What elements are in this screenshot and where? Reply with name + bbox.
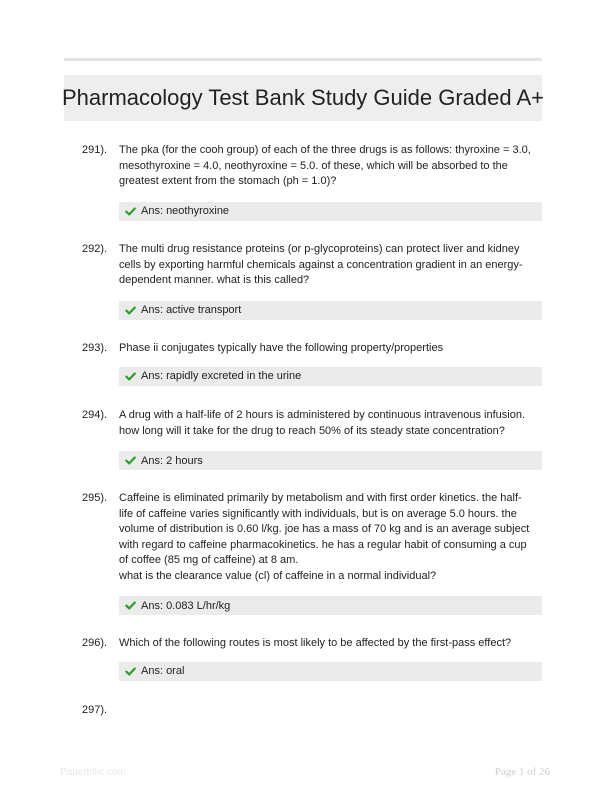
check-icon (125, 666, 136, 677)
question-row (82, 341, 542, 357)
question-number: 295). (82, 492, 108, 504)
answer-box (119, 662, 542, 681)
question-text: Which of the following routes is most likely to be affected by the first-pass effect? (119, 637, 512, 649)
answer-text: Ans: active transport (141, 304, 242, 316)
question-number: 296). (82, 637, 108, 649)
question-item (82, 491, 542, 615)
question-item (82, 143, 542, 221)
answer-text: Ans: 2 hours (141, 454, 203, 467)
question-text: The pka (for the cooh group) of each of the three drugs is as follows: thyroxine = 3.0, mesothyroxine = 4.0, neothyroxine = 5.0. of these, which will be absorbed to the greatest extent from the stomach (ph = 1.0)? (119, 144, 531, 187)
answer-text: Ans: oral (141, 665, 185, 677)
answer-text: Ans: neothyroxine (141, 205, 230, 217)
question-number: 294). (82, 409, 108, 421)
check-icon (125, 600, 136, 611)
question-number: 291). (82, 144, 108, 156)
footer-watermark: Paperbllic.com (60, 767, 126, 778)
question-row (82, 242, 542, 289)
title-banner (61, 75, 545, 121)
question-row (82, 408, 542, 439)
question-text: Phase ii conjugates typically have the following property/properties (119, 342, 444, 354)
question-text: A drug with a half-life of 2 hours is administered by continuous intravenous infusion. how long will it take for the drug to reach 50% of its steady state concentration? (119, 409, 526, 437)
answer-text: Ans: rapidly excreted in the urine (141, 370, 302, 382)
answer-box (119, 301, 542, 320)
question-row (82, 636, 542, 652)
check-icon (125, 371, 136, 382)
answer-box (119, 596, 542, 615)
question-item (82, 636, 542, 681)
check-icon (125, 206, 136, 217)
top-divider (64, 58, 542, 61)
question-number: 292). (82, 243, 108, 255)
question-item (82, 703, 542, 719)
page-title: Pharmacology Test Bank Study Guide Graded A+ (61, 85, 545, 110)
check-icon (125, 455, 136, 466)
question-row (82, 491, 542, 584)
answer-text: Ans: 0.083 L/hr/kg (141, 599, 231, 612)
question-item (82, 341, 542, 386)
question-text: Caffeine is eliminated primarily by metabolism and with first order kinetics. the half-life of caffeine varies significantly with individuals, but is on average 5.0 hours. the volume of distribution is 0.60 l/kg. joe has a mass of 70 kg and is an average subject with regard to caffeine pharmacokinetics. he has a regular habit of consuming a cup of coffee (85 mg of caffeine) at 8 am. what is the clearance value (cl) of caffeine in a normal individual? (119, 492, 530, 582)
answer-box (119, 451, 542, 470)
question-number: 293). (82, 342, 108, 354)
question-row (82, 143, 542, 190)
question-row (82, 703, 542, 719)
question-text: The multi drug resistance proteins (or p-glycoproteins) can protect liver and kidney cells by exporting harmful chemicals against a concentration gradient in an energy-dependent manner. what is this called? (119, 243, 523, 286)
question-number: 297). (82, 704, 108, 716)
answer-box (119, 202, 542, 221)
page-number: Page 1 of 26 (494, 766, 550, 778)
check-icon (125, 305, 136, 316)
question-item (82, 242, 542, 320)
answer-box (119, 367, 542, 386)
question-item (82, 408, 542, 470)
